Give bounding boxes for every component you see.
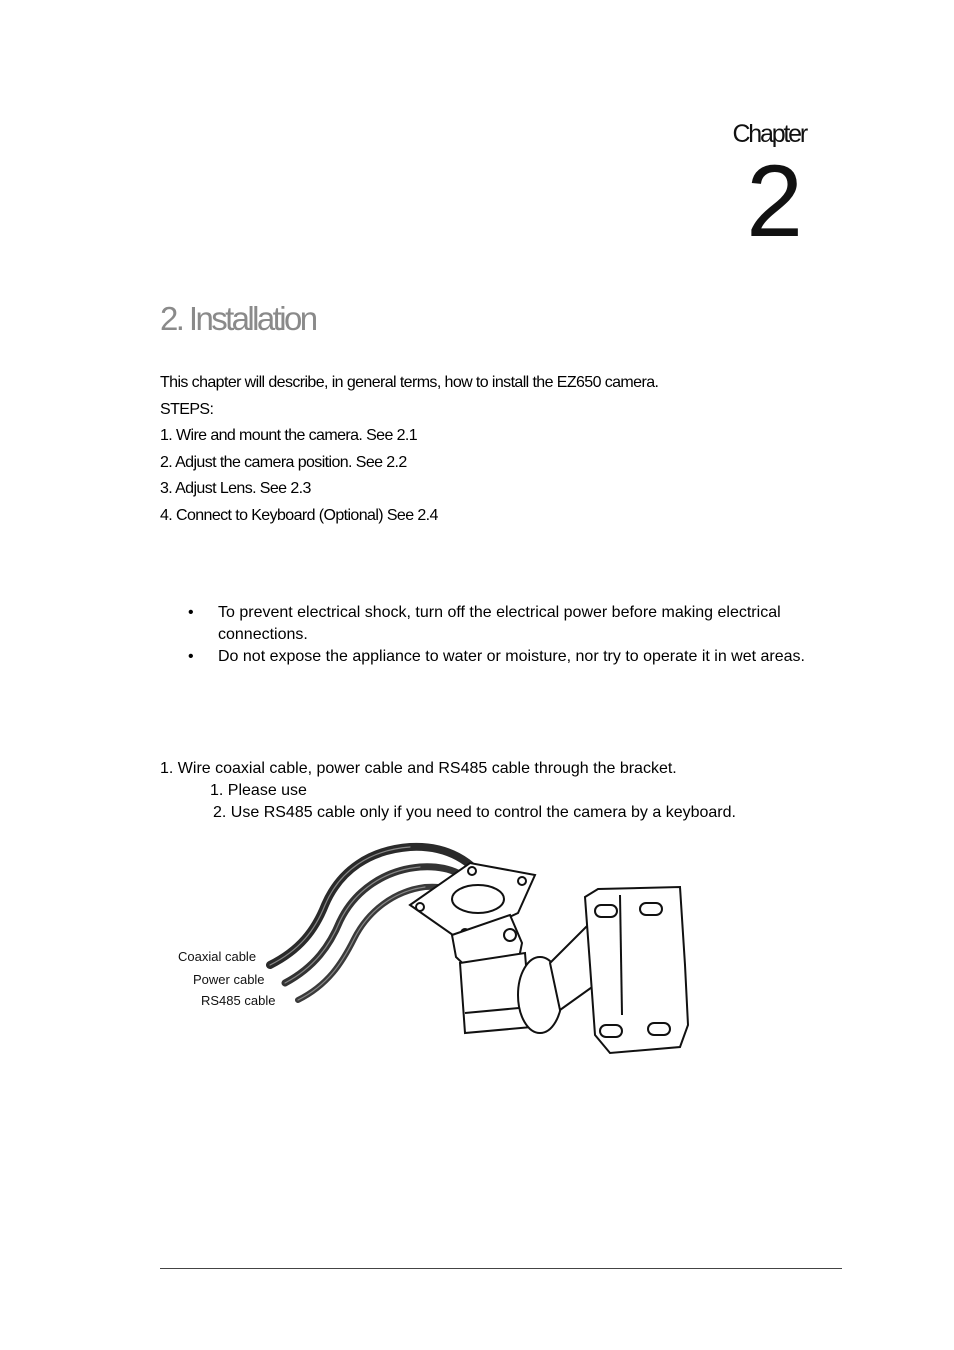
bullet-marker: • [188,648,194,665]
intro-description: This chapter will describe, in general terms, how to install the EZ650 camera. [160,374,659,391]
footer-divider [160,1268,842,1269]
intro-block [160,370,658,530]
wiring-note: 2. Use RS485 cable only if you need to control the camera by a keyboard. [213,804,736,821]
swivel-block [460,953,562,1033]
bullet-marker: • [188,604,194,621]
warning-item [188,646,828,668]
bracket-illustration [260,835,720,1065]
rs485-cable-label: RS485 cable [201,993,276,1008]
wall-mount-plate [585,887,688,1053]
section-title: 2. Installation [160,300,316,337]
warning-list [188,602,828,668]
warning-text: To prevent electrical shock, turn off the electrical power before making electrical connections. [218,604,781,643]
step-item: 1. Wire and mount the camera. See 2.1 [160,427,418,445]
chapter-number: 2 [746,144,800,258]
wiring-step: 1. Wire coaxial cable, power cable and RS485 cable through the bracket. [160,760,677,777]
step-item: 3. Adjust Lens. See 2.3 [160,480,311,498]
wiring-note: 1. Please use [210,782,307,799]
step-item: 2. Adjust the camera position. See 2.2 [160,453,407,471]
step-item: 4. Connect to Keyboard (Optional) See 2.4 [160,506,438,524]
power-cable-label: Power cable [193,972,265,987]
coaxial-cable-label: Coaxial cable [178,949,257,964]
chapter-label: Chapter [732,120,806,148]
warning-text: Do not expose the appliance to water or moisture, nor try to operate it in wet areas. [218,648,805,665]
warning-item [188,602,828,646]
wiring-instructions [160,758,736,824]
steps-heading: STEPS: [160,400,214,418]
